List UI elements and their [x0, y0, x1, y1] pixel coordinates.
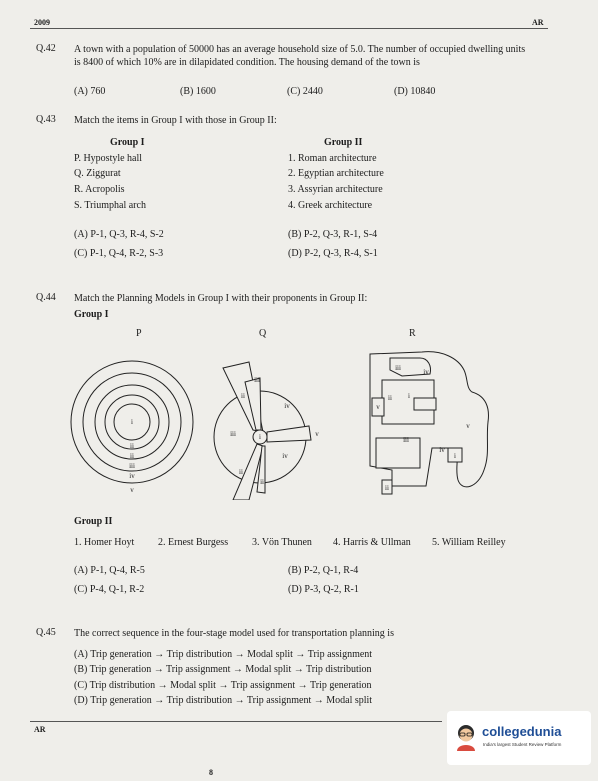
collegedunia-watermark: [447, 711, 591, 765]
zone-label: ii: [239, 468, 243, 476]
group-2-item: 4. Greek architecture: [288, 200, 373, 211]
zone-label: iii: [260, 478, 266, 486]
zone-label: iv: [439, 446, 445, 454]
option-c[interactable]: (C) P-1, Q-4, R-2, S-3: [74, 248, 164, 259]
zone-label: iii: [403, 436, 409, 444]
question-text: Match the items in Group I with those in Group II:: [74, 115, 277, 126]
zone-label: v: [466, 422, 470, 430]
option-b[interactable]: (B) P-2, Q-1, R-4: [288, 565, 359, 576]
zone-label: v: [376, 403, 380, 411]
option-b[interactable]: (B) Trip generation → Trip assignment → Modal split → Trip distribution: [74, 664, 372, 675]
zone-label: iv: [284, 402, 290, 410]
zone-label: iii: [230, 430, 236, 438]
question-text: A town with a population of 50000 has an average household size of 5.0. The number of occupied dwelling units is 8400 of which 10% are in dilapidated condition. The housing demand of the town is: [74, 44, 526, 68]
zone-label: i: [454, 452, 456, 460]
group-1-item: S. Triumphal arch: [74, 200, 146, 211]
zone-label: iii: [129, 462, 135, 470]
zone-label: v: [315, 430, 319, 438]
zone-label: ii: [130, 442, 134, 450]
concentric-zone-diagram: [70, 340, 200, 500]
model-label-q: Q: [259, 328, 267, 339]
zone-label: i: [408, 392, 410, 400]
group-1-item: Q. Ziggurat: [74, 168, 121, 179]
footer-rule: [30, 721, 442, 722]
zone-label: iv: [129, 472, 135, 480]
zone-label: ii: [241, 392, 245, 400]
option-a[interactable]: (A) Trip generation → Trip distribution → Modal split → Trip assignment: [74, 649, 373, 660]
model-label-r: R: [409, 328, 416, 339]
multiple-nuclei-diagram: [362, 340, 502, 500]
group-2-item: 2. Egyptian architecture: [288, 168, 384, 179]
paper-code-header: AR: [532, 18, 544, 27]
zone-label: iv: [282, 452, 288, 460]
zone-label: iv: [423, 368, 429, 376]
brand-name: collegedunia: [482, 724, 562, 739]
student-avatar-icon: [454, 723, 478, 751]
group-1-heading: Group I: [74, 309, 109, 320]
zone-label: ii: [388, 394, 392, 402]
paper-code-footer: AR: [34, 725, 46, 734]
option-c[interactable]: (C) Trip distribution → Modal split → Trip assignment → Trip generation: [74, 680, 372, 691]
proponent-item: 5. William Reilley: [432, 537, 506, 548]
option-c[interactable]: (C) 2440: [287, 86, 323, 97]
zone-label: iii: [395, 364, 401, 372]
option-a[interactable]: (A) 760: [74, 86, 106, 97]
group-1-item: P. Hypostyle hall: [74, 153, 143, 164]
zone-label: ii: [130, 452, 134, 460]
page-number: 8: [209, 768, 213, 777]
group-2-heading: Group II: [74, 516, 113, 527]
option-a[interactable]: (A) P-1, Q-3, R-4, S-2: [74, 229, 164, 240]
question-text: The correct sequence in the four-stage model used for transportation planning is: [74, 628, 394, 639]
option-b[interactable]: (B) 1600: [180, 86, 216, 97]
model-label-p: P: [136, 328, 142, 339]
question-number: Q.45: [36, 627, 56, 638]
brand-tagline: India's largest Student Review Platform: [483, 742, 562, 747]
zone-label: iii: [254, 376, 260, 384]
year-label: 2009: [34, 18, 50, 27]
question-number: Q.42: [36, 43, 56, 54]
option-d[interactable]: (D) P-2, Q-3, R-4, S-1: [288, 248, 378, 259]
option-a[interactable]: (A) P-1, Q-4, R-5: [74, 565, 145, 576]
question-text: Match the Planning Models in Group I with their proponents in Group II:: [74, 293, 368, 304]
group-2-heading: Group II: [324, 137, 363, 148]
question-number: Q.44: [36, 292, 56, 303]
zone-label: i: [131, 418, 133, 426]
header-rule: [30, 28, 548, 29]
proponent-item: 1. Homer Hoyt: [74, 537, 135, 548]
question-number: Q.43: [36, 114, 56, 125]
group-1-heading: Group I: [110, 137, 145, 148]
group-2-item: 3. Assyrian architecture: [288, 184, 383, 195]
proponent-item: 3. Vön Thunen: [252, 537, 312, 548]
group-1-item: R. Acropolis: [74, 184, 125, 195]
proponent-item: 2. Ernest Burgess: [158, 537, 229, 548]
option-b[interactable]: (B) P-2, Q-3, R-1, S-4: [288, 229, 378, 240]
group-2-item: 1. Roman architecture: [288, 153, 377, 164]
option-d[interactable]: (D) P-3, Q-2, R-1: [288, 584, 359, 595]
proponent-item: 4. Harris & Ullman: [333, 537, 411, 548]
option-d[interactable]: (D) Trip generation → Trip distribution → Trip assignment → Modal split: [74, 695, 373, 706]
option-c[interactable]: (C) P-4, Q-1, R-2: [74, 584, 145, 595]
zone-label: ii: [385, 484, 389, 492]
zone-label: v: [130, 486, 134, 494]
sector-model-diagram: [205, 340, 325, 500]
option-d[interactable]: (D) 10840: [394, 86, 436, 97]
zone-label: i: [259, 433, 261, 441]
